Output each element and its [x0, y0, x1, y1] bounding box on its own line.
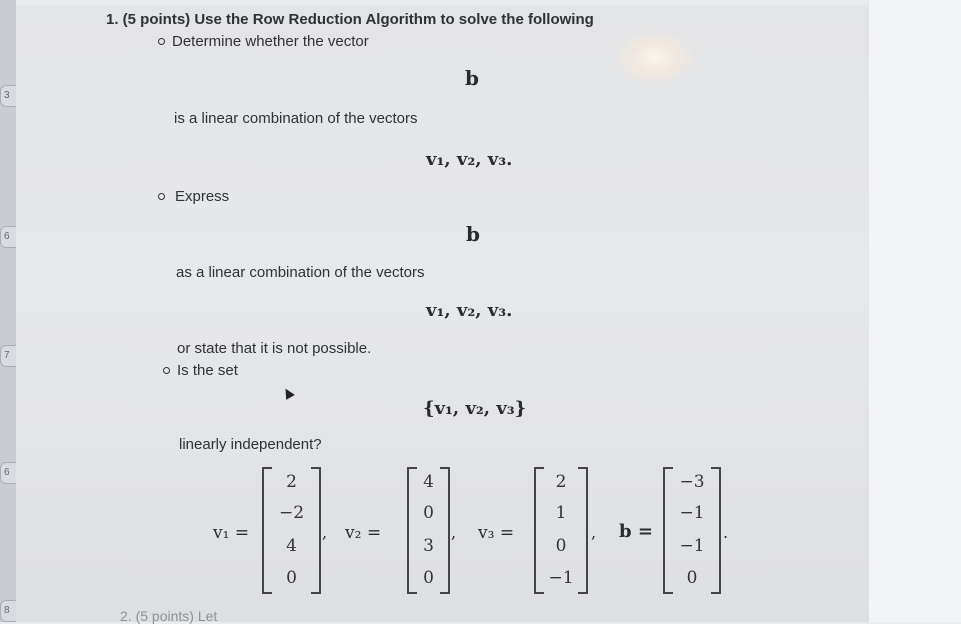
linearly-independent-text: linearly independent? [179, 436, 322, 453]
matrix-entry: 4 [286, 536, 297, 556]
b-label: b = [619, 521, 653, 542]
right-margin [869, 0, 961, 622]
matrix-entry: −1 [679, 536, 705, 556]
matrix-b [663, 467, 721, 594]
v3-label: v₃ = [478, 523, 515, 543]
matrix-entry: 0 [286, 568, 297, 588]
bullet-icon [158, 38, 165, 45]
side-badge[interactable]: 3 [0, 85, 34, 107]
vector-set: {v₁, v₂, v₃} [423, 398, 527, 419]
matrix-entry: −1 [679, 503, 705, 523]
side-badge[interactable]: 6 [0, 462, 34, 484]
side-badge[interactable]: 8 [0, 600, 34, 622]
matrix-entry: 3 [423, 536, 434, 556]
matrix-entry: 0 [686, 568, 698, 588]
matrix-entry: 2 [286, 472, 297, 492]
matrix-entry: 0 [423, 568, 434, 588]
matrix-entry: 1 [555, 503, 567, 523]
vector-b-symbol: b [465, 66, 479, 90]
matrix-v2 [407, 467, 450, 594]
screen-glare [615, 30, 695, 85]
vectors-list-1: v₁, v₂, v₃. [426, 149, 513, 170]
separator: , [451, 523, 457, 542]
bullet-icon [163, 367, 170, 374]
vectors-list-2: v₁, v₂, v₃. [426, 300, 513, 321]
bullet-express: Express [175, 188, 230, 205]
or-state-text: or state that it is not possible. [177, 340, 372, 357]
side-badge[interactable]: 6 [0, 226, 34, 248]
v1-label: v₁ = [213, 523, 250, 543]
matrix-v3 [534, 467, 588, 594]
matrix-entry: −3 [679, 472, 705, 492]
bullet-determine: Determine whether the vector [172, 33, 369, 50]
separator: , [322, 523, 328, 542]
matrix-entry: 2 [555, 472, 567, 492]
bullet-is-the-set: Is the set [177, 362, 238, 379]
matrix-entry: 4 [423, 472, 434, 492]
v2-label: v₂ = [345, 523, 382, 543]
next-problem-title: 2. (5 points) Let [120, 608, 218, 624]
as-linear-combination-text: as a linear combination of the vectors [176, 264, 425, 281]
side-badge[interactable]: 7 [0, 345, 34, 367]
matrix-entry: −1 [548, 568, 574, 588]
matrix-v1 [262, 467, 321, 594]
bullet-icon [158, 193, 165, 200]
vector-b-symbol-2: b [466, 222, 480, 246]
matrix-entry: −2 [278, 503, 305, 523]
matrix-entry: 0 [423, 503, 434, 523]
matrix-entry: 0 [555, 536, 567, 556]
separator: . [723, 523, 729, 542]
problem-title: 1. (5 points) Use the Row Reduction Algorithm to solve the following [106, 11, 594, 28]
separator: , [591, 523, 597, 542]
linear-combination-text: is a linear combination of the vectors [174, 110, 418, 127]
